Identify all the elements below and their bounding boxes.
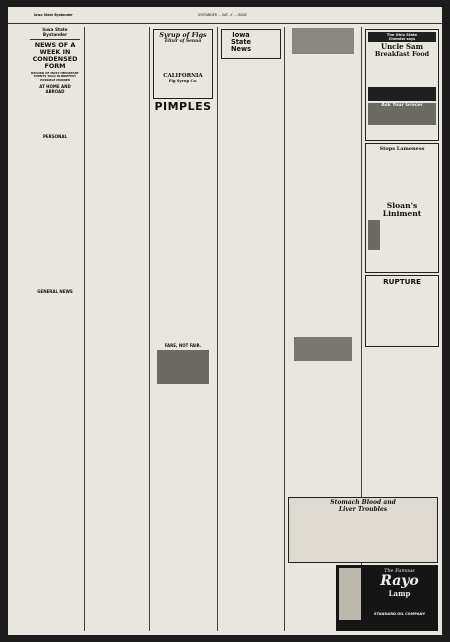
stomach-blood-ad (288, 497, 438, 563)
liniment-title: Liniment (382, 209, 422, 218)
news-summary-text (260, 32, 278, 56)
rayo-lamp-ad (336, 565, 438, 631)
column-6-ads (365, 27, 439, 375)
syrup-of-figs-ad (153, 29, 213, 99)
lamp-title: Lamp (388, 589, 411, 598)
sloans-liniment-ad (365, 143, 439, 273)
stomach-title-2: Liver Troubles (338, 505, 388, 513)
illustration (292, 28, 354, 54)
lamp-illustration (339, 568, 361, 620)
headline-deck: RECORD OF MOST IMPORTANT EVENTS TOLD IN BRIEFEST POSSIBLE MANNER (31, 71, 79, 82)
ad-tagline: The Ohio State (386, 33, 418, 37)
ad-text (364, 599, 435, 611)
ad-text (368, 286, 436, 344)
sloans-title: Sloan's (386, 201, 418, 210)
subsection-general-news: GENERAL NEWS (37, 289, 73, 295)
rayo-title: Rayo (380, 573, 419, 589)
subsection-personal: PERSONAL (42, 134, 68, 140)
cartoon-illustration (157, 350, 209, 384)
ad-text (368, 58, 436, 86)
paper-name: Iowa State Bystander (42, 27, 68, 37)
article-text (30, 294, 80, 634)
article-text (88, 27, 146, 623)
column-3 (153, 27, 213, 606)
ask-grocer-text: Ask Your Grocer (381, 102, 423, 108)
stomach-title-1: Stomach Blood and (330, 499, 396, 506)
pimples-ad-headline: PIMPLES (154, 100, 212, 113)
article-text (153, 113, 213, 343)
syrup-ad-subtitle: Elixir of Senna (164, 39, 202, 44)
article-text (288, 55, 358, 335)
iowa-news-title-1: Iowa State (231, 31, 251, 46)
article-text (30, 94, 80, 134)
column-2 (88, 27, 146, 623)
ad-text (156, 46, 210, 72)
section-heading: AT HOME AND ABROAD (39, 84, 71, 95)
iowa-state-news-header (221, 29, 281, 59)
bottle-illustration (368, 220, 380, 250)
rupture-ad (365, 275, 439, 347)
ad-text (382, 220, 436, 250)
article-text (221, 61, 281, 621)
article-text (153, 386, 213, 606)
uncle-sam-title: Uncle Sam (380, 42, 423, 51)
newspaper-page (8, 7, 442, 635)
column-1 (30, 27, 80, 634)
small-ads-text (365, 349, 439, 375)
column-4 (221, 27, 281, 621)
syrup-company-name: CALIFORNIA (163, 73, 203, 79)
syrup-ad-title: Syrup of Figs (159, 31, 207, 39)
ad-tagline-2: Chemist says (388, 37, 416, 41)
famous-text: The Famous (384, 568, 415, 574)
stops-lameness-title: Stops Lameness (379, 146, 425, 152)
ask-your-grocer-banner (368, 87, 436, 108)
ad-text (291, 513, 435, 559)
rupture-title: RUPTURE (383, 277, 421, 286)
uncle-sam-breakfast-food-ad (365, 29, 439, 141)
ad-text (368, 152, 436, 202)
masthead-left: Iowa State Bystander (34, 13, 73, 17)
headline-line-2: CONDENSED FORM (32, 55, 78, 70)
masthead (8, 10, 442, 24)
headline-line-1: NEWS OF A WEEK IN (34, 41, 76, 56)
article-text (30, 139, 80, 289)
fare-headline: FARE, NOT FAIR. (164, 343, 202, 348)
masthead-right: SYSTANDER ... SAT...Y ... ISSUE (198, 13, 247, 17)
syrup-company-sub: Fig Syrup Co. (168, 78, 198, 83)
iowa-news-title-2: News (230, 45, 251, 53)
illustration (294, 337, 352, 361)
breakfast-food-title: Breakfast Food (374, 49, 430, 58)
standard-oil-name: STANDARD OIL COMPANY (373, 612, 426, 616)
